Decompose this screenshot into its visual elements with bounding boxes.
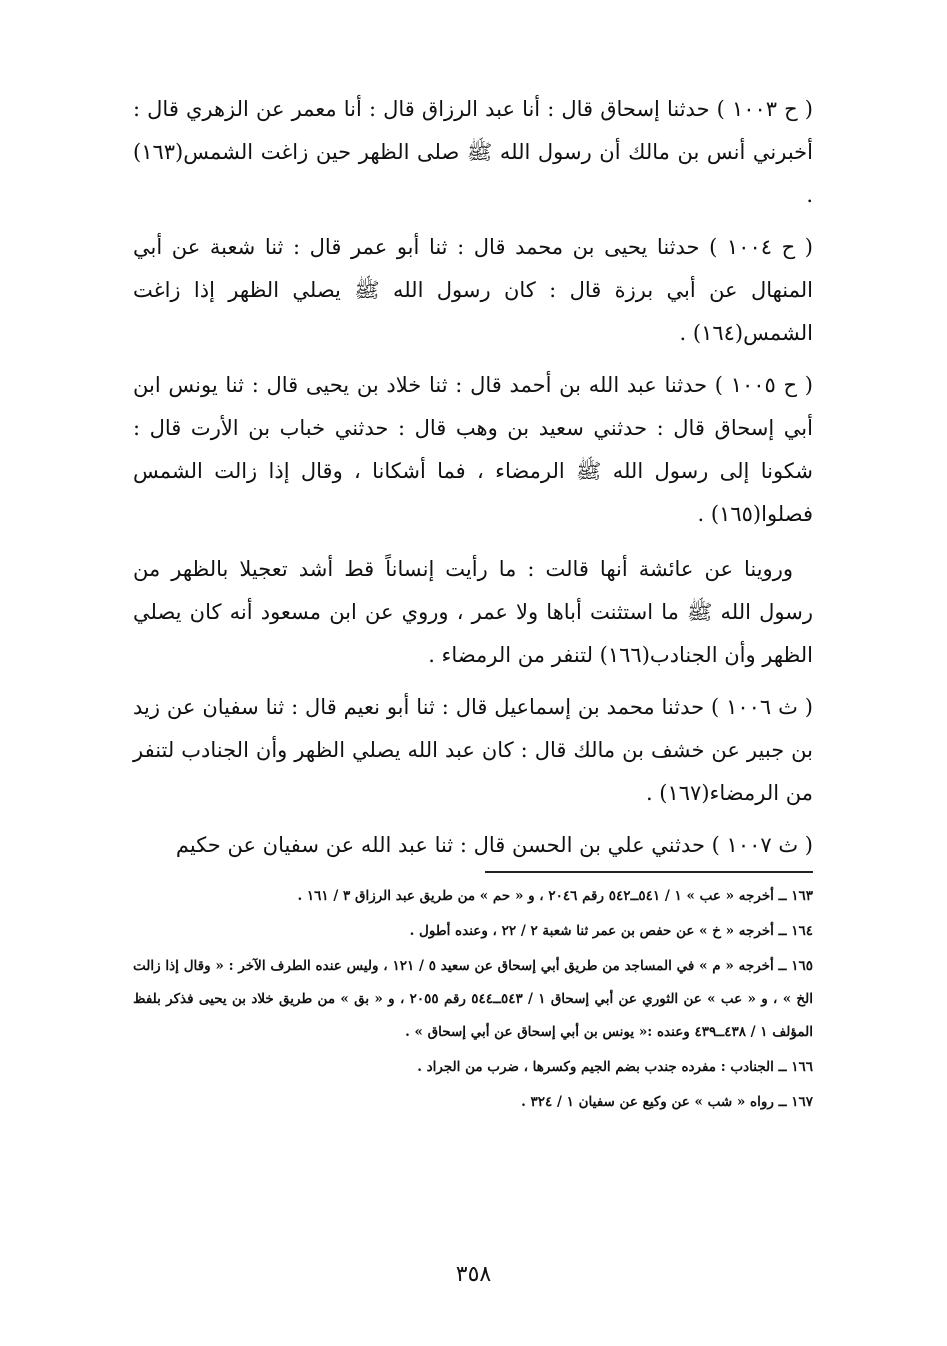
- hadith-1003: ( ح ١٠٠٣ ) حدثنا إسحاق قال : أنا عبد الرزاق قال : أنا معمر عن الزهري قال : أخبرني أنس بن مالك أن رسول الله ﷺ صلى الظهر حين زاغت الشمس(١٦٣) .: [133, 97, 813, 207]
- main-text: [133, 88, 813, 876]
- footnote-167: ١٦٧ ــ رواه « شب » عن وكيع عن سفيان ١ / ٣٢٤ .: [521, 1094, 813, 1110]
- athar-1006: ( ث ١٠٠٦ ) حدثنا محمد بن إسماعيل قال : ثنا أبو نعيم قال : ثنا سفيان عن زيد بن جبير عن خشف بن مالك قال : كان عبد الله يصلي الظهر وأن الجنادب لتنفر من الرمضاء(١٦٧) .: [133, 695, 813, 805]
- footnote-separator: [485, 871, 813, 873]
- athar-1007: ( ث ١٠٠٧ ) حدثني علي بن الحسن قال : ثنا عبد الله عن سفيان عن حكيم: [175, 833, 813, 857]
- footnotes: [133, 880, 813, 1121]
- footnote-163: ١٦٣ ــ أخرجه « عب » ١ / ٥٤١ــ٥٤٢ رقم ٢٠٤٦ ، و « حم » من طريق عبد الرزاق ٣ / ١٦١ .: [297, 888, 813, 904]
- footnote-164: ١٦٤ ــ أخرجه « خ » عن حفص بن عمر ثنا شعبة ٢ / ٢٢ ، وعنده أطول .: [409, 923, 813, 939]
- page-number: ٣٥٨: [455, 1262, 492, 1287]
- narration-aisha: وروينا عن عائشة أنها قالت : ما رأيت إنساناً قط أشد تعجيلا بالظهر من رسول الله ﷺ ما استثنت أباها ولا عمر ، وروي عن ابن مسعود أنه كان يصلي الظهر وأن الجنادب(١٦٦) لتنفر من الرمضاء .: [133, 557, 813, 667]
- hadith-1004: ( ح ١٠٠٤ ) حدثنا يحيى بن محمد قال : ثنا أبو عمر قال : ثنا شعبة عن أبي المنهال عن أبي برزة قال : كان رسول الله ﷺ يصلي الظهر إذا زاغت الشمس(١٦٤) .: [133, 235, 813, 345]
- footnote-165: ١٦٥ ــ أخرجه « م » في المساجد من طريق أبي إسحاق عن سعيد ٥ / ١٢١ ، وليس عنده الطرف الآخر : « وقال إذا زالت الخ » ، و « عب » عن الثوري عن أبي إسحاق ١ / ٥٤٣ــ٥٤٤ رقم ٢٠٥٥ ، و « بق » من طريق خلاد بن يحيى فذكر بلفظ المؤلف ١ / ٤٣٨ــ٤٣٩ وعنده :« يونس بن أبي إسحاق عن أبي إسحاق » .: [133, 958, 814, 1040]
- footnote-166: ١٦٦ ــ الجنادب : مفرده جندب بضم الجيم وكسرها ، ضرب من الجراد .: [417, 1059, 813, 1075]
- hadith-1005: ( ح ١٠٠٥ ) حدثنا عبد الله بن أحمد قال : ثنا خلاد بن يحيى قال : ثنا يونس ابن أبي إسحاق قال : حدثني سعيد بن وهب قال : حدثني خباب بن الأرت قال : شكونا إلى رسول الله ﷺ الرمضاء ، فما أشكانا ، وقال إذا زالت الشمس فصلوا(١٦٥) .: [133, 373, 813, 526]
